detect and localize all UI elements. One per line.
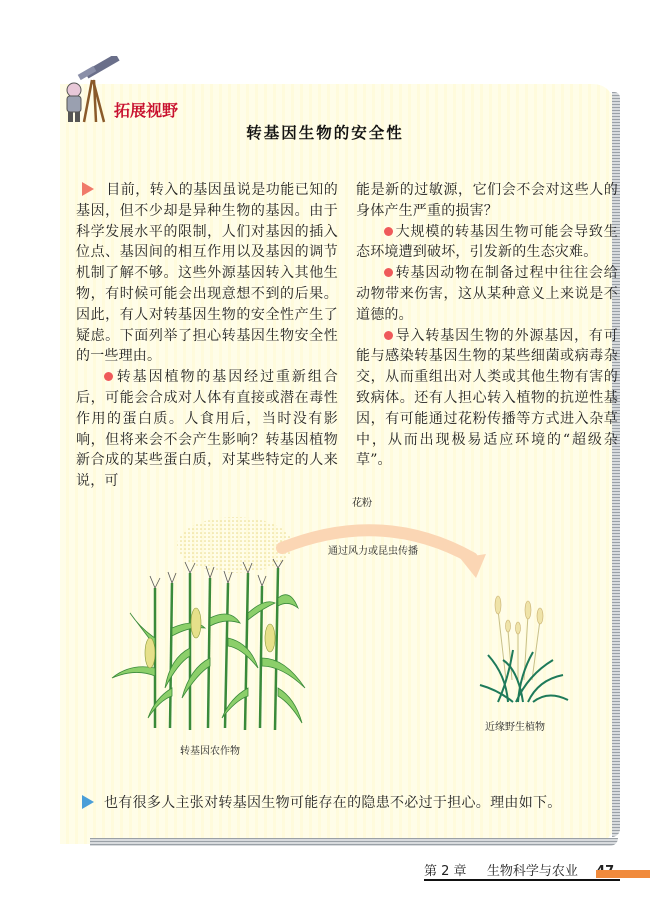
corn-crop-illustration bbox=[110, 558, 310, 738]
intro-paragraph: 目前，转入的基因虽说是功能已知的基因，但不少却是异种生物的基因。由于科学发展水平的限制，人们对基因的插入位点、基因间的相互作用以及基因的调节机制了解不够。这些外源基因转入其他生物，有时候可能会出现意想不到的后果。因此，有人对转基因生物的安全性产生了疑虑。下面列举了担心转基因生物安全性的一些理由。 bbox=[76, 182, 338, 365]
left-column bbox=[76, 180, 338, 492]
footer-rule bbox=[424, 879, 620, 881]
telescope-scientist-icon bbox=[62, 56, 122, 126]
red-bullet-icon bbox=[384, 331, 393, 340]
red-triangle-icon bbox=[82, 182, 94, 196]
bullet-paragraph: 导入转基因生物的外源基因，有可能与感染转基因生物的某些细菌或病毒杂交，从而重组出对人类或其他生物有害的致病体。还有人担心转入植物的抗逆性基因，有可能通过花粉传播等方式进入杂草中，从而出现极易适应环境的“超级杂草”。 bbox=[356, 327, 618, 469]
wild-plant-label: 近缘野生植物 bbox=[485, 722, 545, 733]
blue-triangle-icon bbox=[82, 795, 94, 809]
bullet-paragraph: 转基因动物在制备过程中往往会给动物带来伤害，这从某种意义上来说是不道德的。 bbox=[356, 265, 618, 323]
footer-chapter: 第 2 章 bbox=[424, 864, 467, 879]
red-bullet-icon bbox=[384, 227, 393, 236]
bullet-continuation: 能是新的过敏源，它们会不会对这些人的身体产生严重的损害？ bbox=[356, 182, 618, 219]
wild-plant-illustration bbox=[478, 590, 578, 720]
bottom-note: 也有很多人主张对转基因生物可能存在的隐患不必过于担心。理由如下。 bbox=[82, 792, 562, 812]
right-column bbox=[356, 180, 618, 471]
section-header bbox=[62, 56, 242, 126]
red-bullet-icon bbox=[104, 372, 113, 381]
bullet-paragraph: 大规模的转基因生物可能会导致生态环境遭到破坏，引发新的生态灾难。 bbox=[356, 223, 618, 261]
footer-orange-bar bbox=[596, 870, 650, 878]
red-bullet-icon bbox=[384, 268, 393, 277]
pollen-label: 花粉 bbox=[352, 498, 372, 509]
crop-label: 转基因农作物 bbox=[180, 746, 240, 757]
page-footer bbox=[424, 860, 614, 879]
arrow-label: 通过风力或昆虫传播 bbox=[328, 546, 418, 557]
panel-border-bottom bbox=[90, 838, 618, 846]
page-title: 转基因生物的安全性 bbox=[246, 123, 404, 142]
footer-chapter-title: 生物科学与农业 bbox=[486, 864, 578, 879]
section-header-label: 拓展视野 bbox=[114, 101, 179, 120]
bullet-paragraph: 转基因植物的基因经过重新组合后，可能会合成对人体有直接或潜在毒性作用的蛋白质。人食用后，当时没有影响，但将来会不会产生影响？转基因植物新合成的某些蛋白质，对某些特定的人来说，可 bbox=[76, 369, 338, 490]
